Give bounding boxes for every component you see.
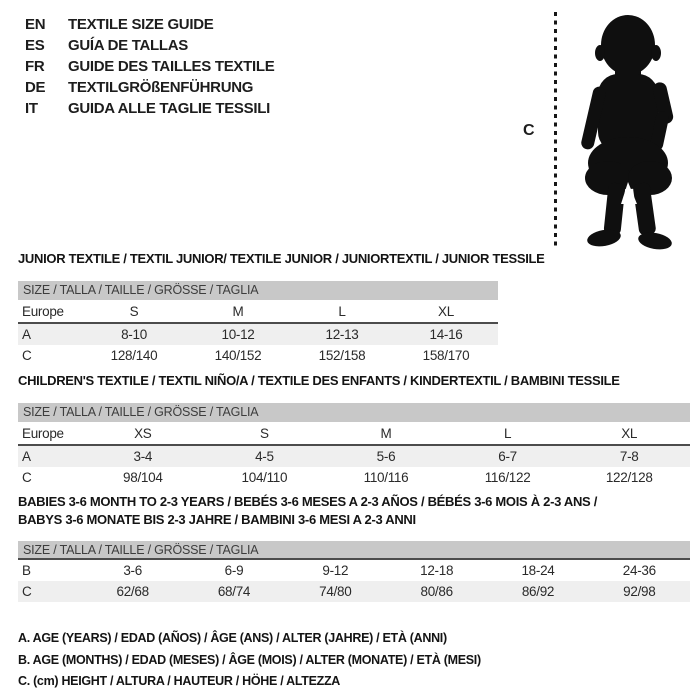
value-cell: 92/98 <box>589 581 690 602</box>
size-cell: XL <box>568 422 690 445</box>
value-cell: 86/92 <box>487 581 588 602</box>
row-label: B <box>22 563 31 578</box>
table-row <box>18 422 690 445</box>
language-title: TEXTILE SIZE GUIDE <box>68 16 214 33</box>
footnotes <box>18 628 481 693</box>
language-row <box>25 14 274 35</box>
size-cell: L <box>447 422 569 445</box>
value-cell: 12-18 <box>420 563 454 578</box>
value-cell: 152/158 <box>318 348 366 363</box>
value-cell: 110/116 <box>363 470 409 485</box>
language-title: GUÍA DE TALLAS <box>68 37 188 54</box>
row-label: A <box>18 323 82 345</box>
value-cell: 6-9 <box>224 563 244 578</box>
size-header-bar: SIZE / TALLA / TAILLE / GRÖSSE / TAGLIA <box>18 541 690 560</box>
babies-size-grid <box>18 560 690 602</box>
region-label: Europe <box>18 300 82 323</box>
value-cell: 104/110 <box>241 470 288 485</box>
language-code: DE <box>25 79 46 96</box>
value-cell: 140/152 <box>214 348 262 363</box>
row-label: C <box>22 348 32 363</box>
language-code: EN <box>25 16 46 33</box>
children-size-grid <box>18 422 690 488</box>
language-code: ES <box>25 37 45 54</box>
size-cell: L <box>290 300 394 323</box>
row-label: C <box>22 470 32 485</box>
value-cell: 128/140 <box>110 348 158 363</box>
value-cell: 62/68 <box>82 581 183 602</box>
size-cell: S <box>204 422 326 445</box>
value-cell: 3-6 <box>123 563 142 578</box>
size-cell: M <box>186 300 290 323</box>
babies-section-title <box>18 493 597 529</box>
size-cell: M <box>325 422 447 445</box>
language-title: GUIDA ALLE TAGLIE TESSILI <box>68 100 270 117</box>
value-cell: 74/80 <box>285 581 386 602</box>
toddler-silhouette-icon <box>565 8 695 253</box>
value-cell: 98/104 <box>123 470 163 485</box>
value-cell: 18-24 <box>521 563 555 578</box>
value-cell: 116/122 <box>484 470 531 485</box>
value-cell: 14-16 <box>394 323 498 345</box>
babies-size-table <box>18 541 690 602</box>
footnote-a: A. AGE (YEARS) / EDAD (AÑOS) / ÂGE (ANS) / ALTER (JAHRE) / ETÀ (ANNI) <box>18 631 447 645</box>
value-cell: 9-12 <box>322 563 349 578</box>
language-title-list <box>25 14 274 119</box>
table-row <box>18 445 690 467</box>
size-cell: S <box>82 300 186 323</box>
size-header-bar: SIZE / TALLA / TAILLE / GRÖSSE / TAGLIA <box>18 403 690 422</box>
value-cell: 3-4 <box>82 445 204 467</box>
value-cell: 68/74 <box>183 581 284 602</box>
language-title: GUIDE DES TAILLES TEXTILE <box>68 58 275 75</box>
height-measure-label: C <box>523 122 535 139</box>
junior-size-grid <box>18 300 498 366</box>
toddler-figure <box>515 8 695 256</box>
size-cell: XL <box>394 300 498 323</box>
language-code: IT <box>25 100 38 117</box>
row-label: C <box>18 581 82 602</box>
value-cell: 10-12 <box>186 323 290 345</box>
value-cell: 6-7 <box>447 445 569 467</box>
region-label: Europe <box>18 422 82 445</box>
babies-section-title-line2: BABYS 3-6 MONATE BIS 2-3 JAHRE / BAMBINI 3-6 MESI A 2-3 ANNI <box>18 512 416 527</box>
language-row <box>25 56 274 77</box>
value-cell: 4-5 <box>204 445 326 467</box>
value-cell: 122/128 <box>605 470 653 485</box>
language-row <box>25 35 274 56</box>
language-code: FR <box>25 58 45 75</box>
junior-size-table <box>18 281 498 366</box>
language-row <box>25 77 274 98</box>
table-row <box>18 467 690 488</box>
value-cell: 12-13 <box>290 323 394 345</box>
value-cell: 80/86 <box>386 581 487 602</box>
table-row <box>18 323 498 345</box>
height-dashed-line <box>554 12 557 246</box>
language-row <box>25 98 274 119</box>
table-row <box>18 300 498 323</box>
value-cell: 24-36 <box>622 563 656 578</box>
footnote-c: C. (cm) HEIGHT / ALTURA / HAUTEUR / HÖHE / ALTEZZA <box>18 674 341 688</box>
value-cell: 5-6 <box>325 445 447 467</box>
table-row <box>18 560 690 581</box>
children-size-table <box>18 403 690 488</box>
table-row <box>18 581 690 602</box>
footnote-b: B. AGE (MONTHS) / EDAD (MESES) / ÂGE (MOIS) / ALTER (MONATE) / ETÀ (MESI) <box>18 652 481 667</box>
junior-section-title: JUNIOR TEXTILE / TEXTIL JUNIOR/ TEXTILE JUNIOR / JUNIORTEXTIL / JUNIOR TESSILE <box>18 251 545 266</box>
babies-section-title-line1: BABIES 3-6 MONTH TO 2-3 YEARS / BEBÉS 3-6 MESES A 2-3 AÑOS / BÉBÉS 3-6 MOIS À 2-3 ANS / <box>18 494 598 509</box>
row-label: A <box>18 445 82 467</box>
value-cell: 158/170 <box>422 348 470 363</box>
value-cell: 8-10 <box>82 323 186 345</box>
size-cell: XS <box>82 422 204 445</box>
size-header-bar: SIZE / TALLA / TAILLE / GRÖSSE / TAGLIA <box>18 281 498 300</box>
language-title: TEXTILGRÖßENFÜHRUNG <box>68 79 254 96</box>
table-row <box>18 345 498 366</box>
children-section-title: CHILDREN'S TEXTILE / TEXTIL NIÑO/A / TEXTILE DES ENFANTS / KINDERTEXTIL / BAMBINI TESSILE <box>18 373 620 388</box>
value-cell: 7-8 <box>568 445 690 467</box>
